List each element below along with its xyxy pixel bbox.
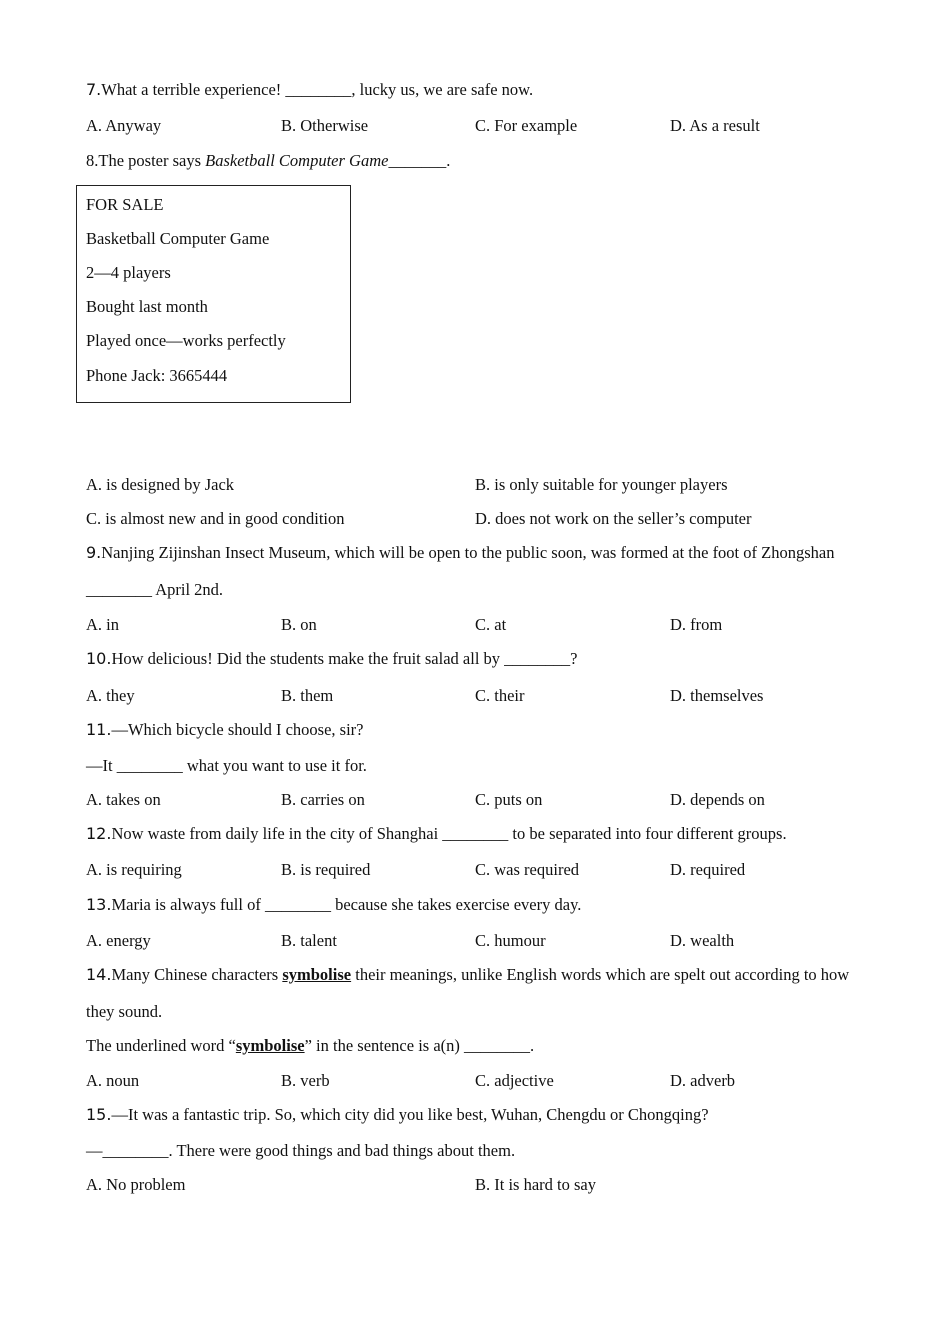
q9-stem-continued: ________ April 2nd.: [86, 580, 224, 599]
poster-line: Played once—works perfectly: [86, 331, 286, 350]
q14-option-c: C. adjective: [475, 1071, 554, 1090]
q14-number: 14.: [86, 965, 112, 984]
q14-stem: [86, 965, 849, 985]
q11-option-b: B. carries on: [281, 790, 365, 809]
q14-question: [86, 1036, 534, 1056]
q13-option-a: A. energy: [86, 931, 151, 950]
poster-line: FOR SALE: [86, 195, 164, 214]
q14-stem-continued: they sound.: [86, 1002, 163, 1021]
q15-stem-continued: —________. There were good things and bad things about them.: [86, 1141, 516, 1160]
q8-italic-title: Basketball Computer Game: [205, 151, 389, 170]
q7-option-d: D. As a result: [670, 116, 760, 135]
q8-option-a: A. is designed by Jack: [86, 475, 235, 494]
q9-option-c: C. at: [475, 615, 507, 634]
q15-option-b: B. It is hard to say: [475, 1175, 596, 1194]
q7-option-b: B. Otherwise: [281, 116, 369, 135]
q9-option-d: D. from: [670, 615, 723, 634]
q9-option-b: B. on: [281, 615, 317, 634]
q14-underlined-word: symbolise: [282, 965, 352, 984]
q9-stem: [86, 543, 834, 563]
q9-text: Nanjing Zijinshan Insect Museum, which will be open to the public soon, was formed at the foot of Zhongshan: [101, 543, 835, 562]
q14-option-a: A. noun: [86, 1071, 140, 1090]
q13-number: 13.: [86, 895, 112, 914]
q14-text-b: their meanings, unlike English words which are spelt out according to how: [351, 965, 850, 984]
q7-number: 7.: [86, 80, 102, 99]
q12-text: Now waste from daily life in the city of Shanghai ________ to be separated into four different groups.: [111, 824, 787, 843]
poster-line: 2—4 players: [86, 263, 171, 282]
q10-option-d: D. themselves: [670, 686, 764, 705]
q10-option-c: C. their: [475, 686, 525, 705]
q8-option-b: B. is only suitable for younger players: [475, 475, 728, 494]
q12-number: 12.: [86, 824, 112, 843]
q10-number: 10.: [86, 649, 112, 668]
q12-option-d: D. required: [670, 860, 746, 879]
q13-stem: [86, 895, 581, 915]
q11-text: —Which bicycle should I choose, sir?: [111, 720, 364, 739]
q10-option-a: A. they: [86, 686, 135, 705]
q14-question-a: The underlined word “: [86, 1036, 236, 1055]
q14-option-b: B. verb: [281, 1071, 330, 1090]
q11-number: 11.: [86, 720, 112, 739]
q12-option-a: A. is requiring: [86, 860, 182, 879]
q8-option-d: D. does not work on the seller’s computer: [475, 509, 752, 528]
q12-option-b: B. is required: [281, 860, 371, 879]
q15-option-a: A. No problem: [86, 1175, 186, 1194]
q11-option-c: C. puts on: [475, 790, 543, 809]
q11-option-d: D. depends on: [670, 790, 765, 809]
q13-option-d: D. wealth: [670, 931, 735, 950]
q14-question-underlined-word: symbolise: [235, 1036, 305, 1055]
q7-option-a: A. Anyway: [86, 116, 162, 135]
q8-text: 8.The poster says: [86, 151, 206, 170]
q9-option-a: A. in: [86, 615, 119, 634]
q9-number: 9.: [86, 543, 102, 562]
for-sale-poster: [76, 185, 351, 403]
q14-question-b: ” in the sentence is a(n) ________.: [304, 1036, 535, 1055]
q7-text: What a terrible experience! ________, lucky us, we are safe now.: [101, 80, 534, 99]
q10-text: How delicious! Did the students make the fruit salad all by ________?: [111, 649, 578, 668]
poster-line: Phone Jack: 3665444: [86, 366, 228, 385]
q10-stem: [86, 649, 577, 669]
q14-option-d: D. adverb: [670, 1071, 736, 1090]
poster-line: Bought last month: [86, 297, 208, 316]
poster-line: Basketball Computer Game: [86, 229, 270, 248]
q15-text: —It was a fantastic trip. So, which city did you like best, Wuhan, Chengdu or Chongqing?: [111, 1105, 709, 1124]
q11-stem: [86, 720, 363, 740]
q11-option-a: A. takes on: [86, 790, 161, 809]
q8-stem: [86, 151, 450, 171]
q13-option-b: B. talent: [281, 931, 337, 950]
q8-option-c: C. is almost new and in good condition: [86, 509, 345, 528]
q13-option-c: C. humour: [475, 931, 546, 950]
q15-stem: [86, 1105, 709, 1125]
q14-text-a: Many Chinese characters: [111, 965, 283, 984]
q12-option-c: C. was required: [475, 860, 580, 879]
q15-number: 15.: [86, 1105, 112, 1124]
q13-text: Maria is always full of ________ because she takes exercise every day.: [111, 895, 582, 914]
q8-blank: _______.: [388, 151, 451, 170]
q10-option-b: B. them: [281, 686, 334, 705]
q11-stem-continued: —It ________ what you want to use it for.: [86, 756, 367, 775]
q7-option-c: C. For example: [475, 116, 578, 135]
q12-stem: [86, 824, 787, 844]
q7-stem: [86, 80, 533, 100]
